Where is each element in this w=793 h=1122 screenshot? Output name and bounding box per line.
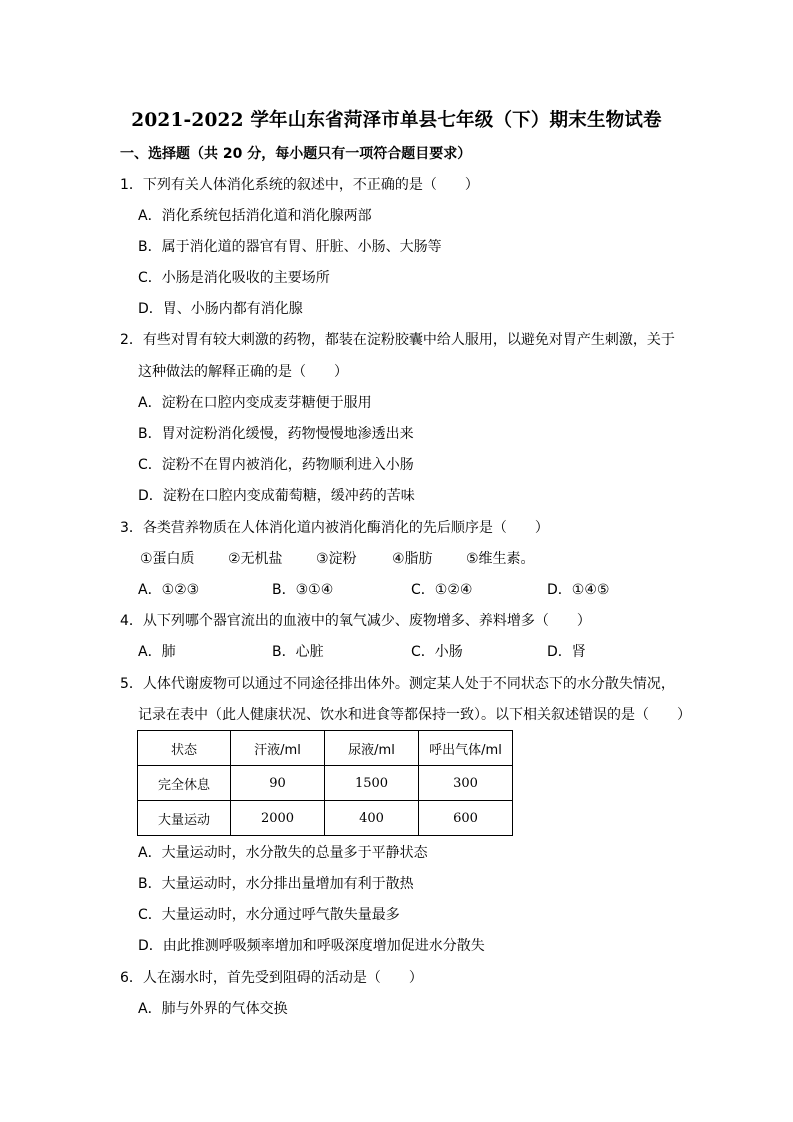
question-4-stem: 4．从下列哪个器官流出的血液中的氧气减少、废物增多、养料增多（ ） bbox=[120, 613, 591, 629]
page-title: 2021-2022 学年山东省菏泽市单县七年级（下）期末生物试卷 bbox=[131, 110, 662, 131]
table-cell: 90 bbox=[231, 766, 325, 801]
table-header-cell: 呼出气体/ml bbox=[419, 731, 513, 766]
question-2-stem: 2．有些对胃有较大刺激的药物，都装在淀粉胶囊中给人服用，以避免对胃产生刺激，关于 bbox=[120, 332, 675, 348]
table-row bbox=[138, 766, 513, 801]
table-cell: 300 bbox=[419, 766, 513, 801]
table-cell: 1500 bbox=[325, 766, 419, 801]
table-cell: 600 bbox=[419, 801, 513, 836]
question-3-item-3: ③淀粉 bbox=[316, 551, 357, 567]
water-loss-table bbox=[137, 730, 513, 836]
question-3-option-b: B．③①④ bbox=[272, 582, 334, 598]
table-header-cell: 汗液/ml bbox=[231, 731, 325, 766]
question-1-stem: 1．下列有关人体消化系统的叙述中，不正确的是（ ） bbox=[120, 177, 479, 193]
question-1-option-a: A．消化系统包括消化道和消化腺两部 bbox=[138, 208, 372, 224]
question-2-option-b: B．胃对淀粉消化缓慢，药物慢慢地渗透出来 bbox=[138, 426, 414, 442]
section-heading: 一、选择题（共 20 分，每小题只有一项符合题目要求） bbox=[120, 146, 472, 162]
question-3-option-c: C．①②④ bbox=[411, 582, 473, 598]
question-3-item-2: ②无机盐 bbox=[228, 551, 283, 567]
question-5-option-d: D．由此推测呼吸频率增加和呼吸深度增加促进水分散失 bbox=[138, 938, 485, 954]
question-3-item-5: ⑤维生素。 bbox=[466, 551, 535, 567]
question-5-stem: 5．人体代谢废物可以通过不同途径排出体外。测定某人处于不同状态下的水分散失情况， bbox=[120, 676, 675, 692]
question-2-option-d: D．淀粉在口腔内变成葡萄糖，缓冲药的苦味 bbox=[138, 488, 415, 504]
question-4-option-a: A．肺 bbox=[138, 644, 176, 660]
question-5-option-b: B．大量运动时，水分排出量增加有利于散热 bbox=[138, 876, 414, 892]
question-3-option-a: A．①②③ bbox=[138, 582, 200, 598]
question-4-option-b: B．心脏 bbox=[272, 644, 324, 660]
table-cell: 400 bbox=[325, 801, 419, 836]
table-cell: 完全休息 bbox=[138, 766, 231, 801]
question-1-option-c: C．小肠是消化吸收的主要场所 bbox=[138, 270, 330, 286]
table-header-row bbox=[138, 731, 513, 766]
question-6-stem: 6．人在溺水时，首先受到阻碍的活动是（ ） bbox=[120, 970, 423, 986]
table-cell: 大量运动 bbox=[138, 801, 231, 836]
question-3-item-1: ①蛋白质 bbox=[140, 551, 195, 567]
question-2-option-a: A．淀粉在口腔内变成麦芽糖便于服用 bbox=[138, 395, 372, 411]
question-1-option-d: D．胃、小肠内都有消化腺 bbox=[138, 301, 303, 317]
table-header-cell: 尿液/ml bbox=[325, 731, 419, 766]
question-4-option-c: C．小肠 bbox=[411, 644, 463, 660]
question-6-option-a: A．肺与外界的气体交换 bbox=[138, 1001, 288, 1017]
question-5-stem-continued: 记录在表中（此人健康状况、饮水和进食等都保持一致）。以下相关叙述错误的是（ ） bbox=[138, 707, 691, 723]
question-4-option-d: D．肾 bbox=[547, 644, 586, 660]
question-3-option-d: D．①④⑤ bbox=[547, 582, 610, 598]
question-2-option-c: C．淀粉不在胃内被消化，药物顺利进入小肠 bbox=[138, 457, 414, 473]
table-cell: 2000 bbox=[231, 801, 325, 836]
table-header-cell: 状态 bbox=[138, 731, 231, 766]
question-5-option-a: A．大量运动时，水分散失的总量多于平静状态 bbox=[138, 845, 428, 861]
question-2-stem-continued: 这种做法的解释正确的是（ ） bbox=[138, 364, 348, 380]
question-5-option-c: C．大量运动时，水分通过呼气散失量最多 bbox=[138, 907, 400, 923]
question-3-stem: 3．各类营养物质在人体消化道内被消化酶消化的先后顺序是（ ） bbox=[120, 520, 549, 536]
question-3-item-4: ④脂肪 bbox=[392, 551, 433, 567]
table-row bbox=[138, 801, 513, 836]
question-1-option-b: B．属于消化道的器官有胃、肝脏、小肠、大肠等 bbox=[138, 239, 442, 255]
